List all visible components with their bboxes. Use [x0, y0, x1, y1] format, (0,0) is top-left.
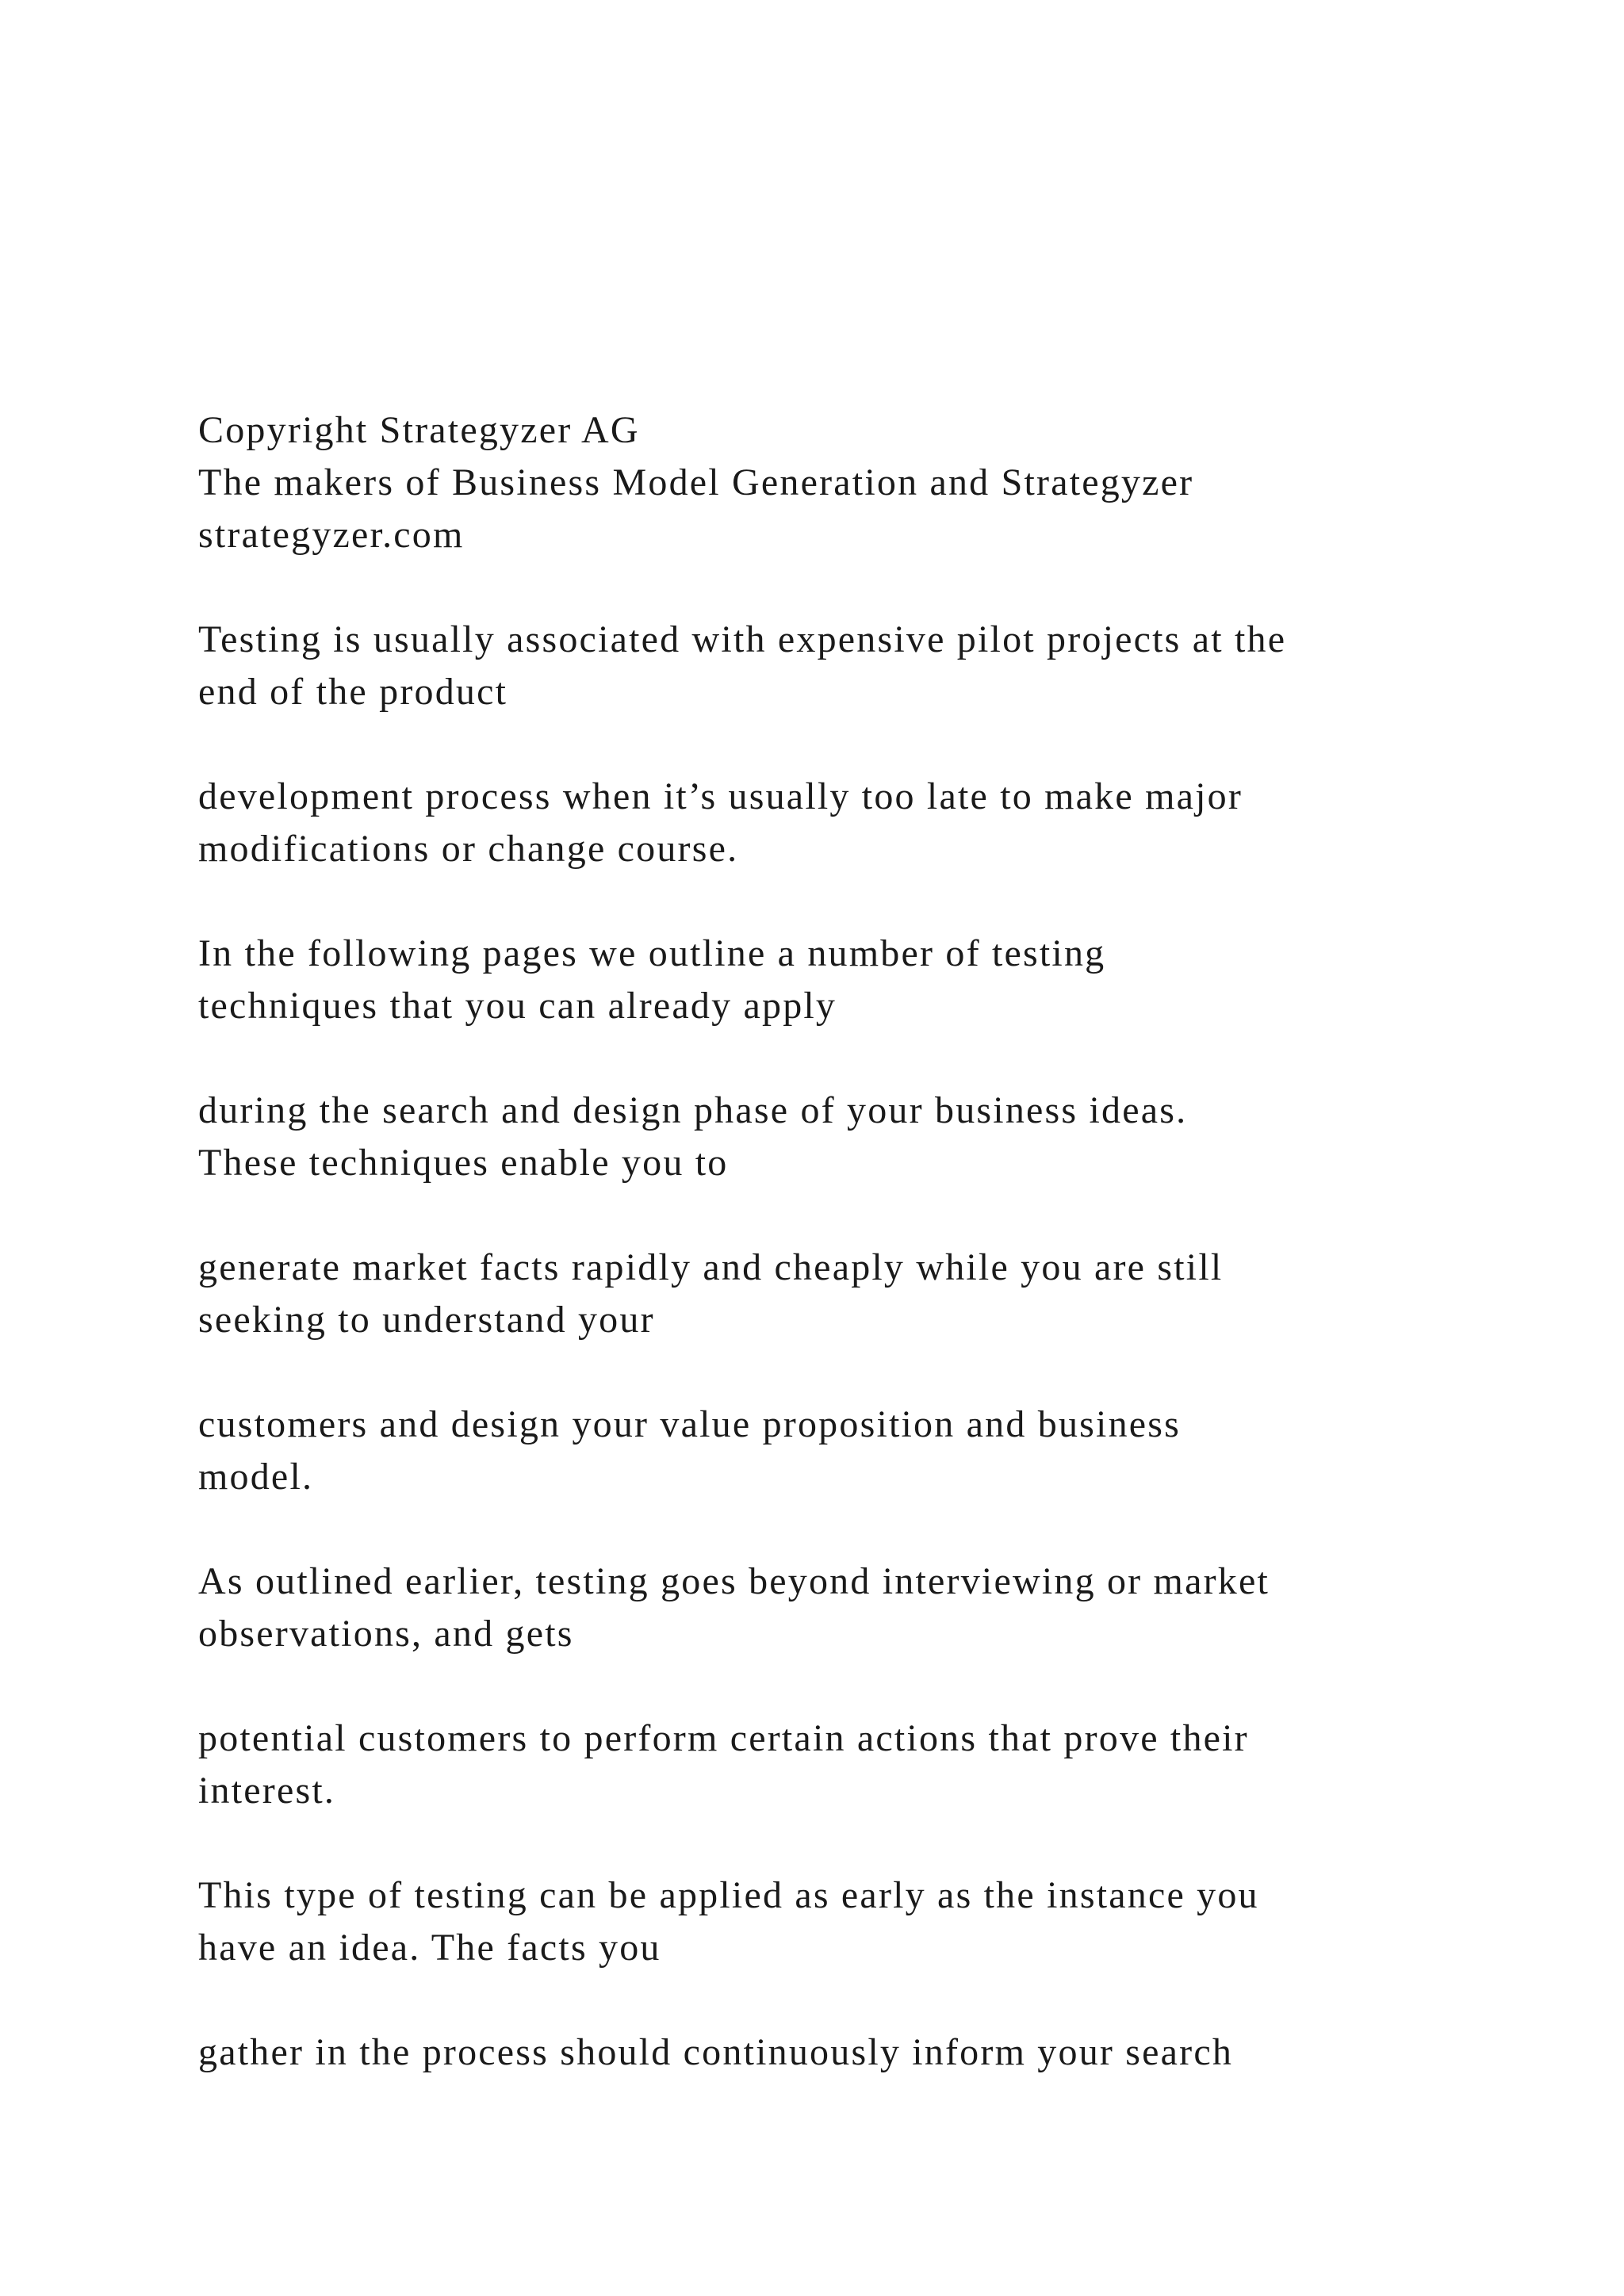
- text-line: have an idea. The facts you: [198, 1927, 661, 1969]
- copyright-line: Copyright Strategyzer AG: [198, 409, 640, 451]
- blank-line: [198, 1817, 1546, 1869]
- text-line: development process when it’s usually too late to make major: [198, 775, 1243, 817]
- text-line: techniques that you can already apply: [198, 985, 837, 1027]
- blank-line: [198, 1346, 1546, 1399]
- text-line: potential customers to perform certain actions that prove their: [198, 1717, 1249, 1759]
- document-body: [198, 404, 1546, 2079]
- text-line: Testing is usually associated with expensive pilot projects at the: [198, 618, 1287, 660]
- blank-line: [198, 718, 1546, 771]
- text-line: during the search and design phase of your business ideas.: [198, 1089, 1188, 1131]
- text-line: This type of testing can be applied as early as the instance you: [198, 1874, 1259, 1916]
- blank-line: [198, 561, 1546, 614]
- blank-line: [198, 1032, 1546, 1085]
- text-line: gather in the process should continuously inform your search: [198, 2031, 1234, 2073]
- website-line: strategyzer.com: [198, 514, 465, 556]
- text-line: These techniques enable you to: [198, 1142, 729, 1184]
- makers-line: The makers of Business Model Generation and Strategyzer: [198, 461, 1194, 503]
- text-line: modifications or change course.: [198, 828, 739, 870]
- text-line: seeking to understand your: [198, 1299, 655, 1341]
- blank-line: [198, 1503, 1546, 1556]
- blank-line: [198, 1974, 1546, 2026]
- text-line: observations, and gets: [198, 1613, 574, 1655]
- blank-line: [198, 1189, 1546, 1242]
- text-line: customers and design your value proposition and business: [198, 1403, 1182, 1445]
- text-line: In the following pages we outline a number of testing: [198, 932, 1106, 974]
- text-line: interest.: [198, 1770, 336, 1812]
- text-line: As outlined earlier, testing goes beyond interviewing or market: [198, 1560, 1270, 1602]
- blank-line: [198, 875, 1546, 928]
- text-line: generate market facts rapidly and cheaply while you are still: [198, 1246, 1224, 1288]
- text-line: model.: [198, 1456, 314, 1498]
- blank-line: [198, 1660, 1546, 1712]
- text-line: end of the product: [198, 671, 508, 713]
